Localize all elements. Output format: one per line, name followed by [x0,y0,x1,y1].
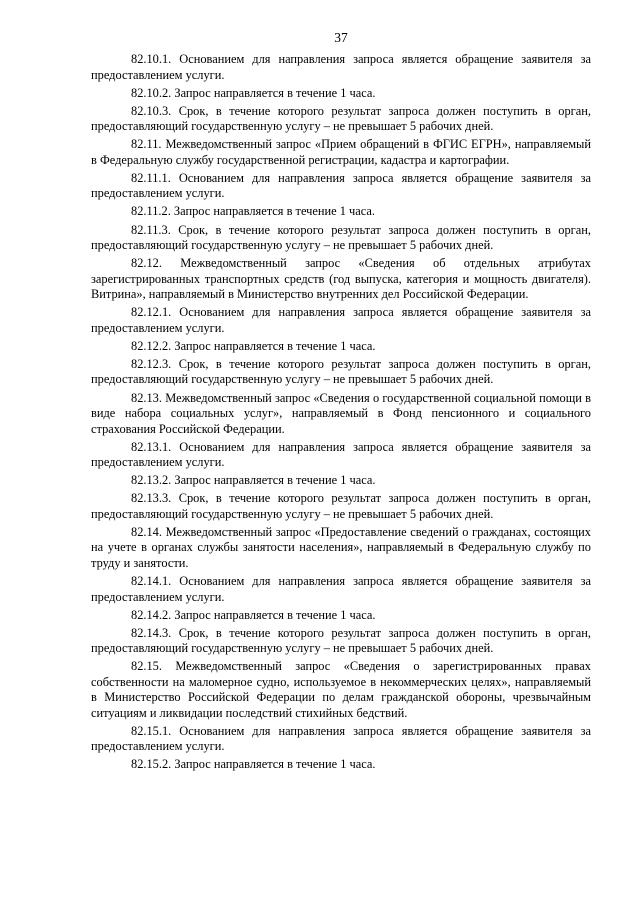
paragraph: 82.11.3. Срок, в течение которого результат запроса должен поступить в орган, предоставляющий государственную услугу – не превышает 5 рабочих дней. [91,222,591,253]
paragraph: 82.15.1. Основанием для направления запроса является обращение заявителя за предоставлением услуги. [91,723,591,754]
paragraph: 82.15.2. Запрос направляется в течение 1 часа. [131,757,376,772]
paragraph: 82.14.3. Срок, в течение которого результат запроса должен поступить в орган, предоставляющий государственную услугу – не превышает 5 рабочих дней. [91,625,591,656]
paragraph: 82.14.1. Основанием для направления запроса является обращение заявителя за предоставлением услуги. [91,574,591,604]
paragraph: 82.11. Межведомственный запрос «Прием обращений в ФГИС ЕГРН», направляемый в Федеральную службу государственной регистрации, кадастра и картографии. [91,137,591,167]
paragraph: 82.13.1. Основанием для направления запроса является обращение заявителя за предоставлением услуги. [91,439,591,470]
paragraph: 82.10.3. Срок, в течение которого результат запроса должен поступить в орган, предоставляющий государственную услугу – не превышает 5 рабочих дней. [91,103,591,134]
paragraph: 82.12.3. Срок, в течение которого результат запроса должен поступить в орган, предоставляющий государственную услугу – не превышает 5 рабочих дней. [91,356,591,387]
paragraph: 82.13.2. Запрос направляется в течение 1 часа. [131,473,376,488]
paragraph: 82.14.2. Запрос направляется в течение 1 часа. [131,607,376,622]
paragraph: 82.10.2. Запрос направляется в течение 1 часа. [131,85,376,100]
paragraph: 82.11.2. Запрос направляется в течение 1 часа. [131,204,376,219]
paragraph: 82.10.1. Основанием для направления запроса является обращение заявителя за предоставлением услуги. [91,52,591,82]
paragraph: 82.14. Межведомственный запрос «Предоставление сведений о гражданах, состоящих на учете в органах службы занятости населения», направляемый в Федеральную службу по труду и занятости. [91,524,591,570]
page-number: 37 [334,30,348,45]
paragraph: 82.13. Межведомственный запрос «Сведения о государственной социальной помощи в виде набора социальных услуг», направляемый в Фонд пенсионного и социального страхования Российской Федерации. [91,390,591,436]
paragraph: 82.11.1. Основанием для направления запроса является обращение заявителя за предоставлением услуги. [91,170,591,201]
paragraph: 82.15. Межведомственный запрос «Сведения о зарегистрированных правах собственности на маломерное судно, используемое в некоммерческих целях», направляемый в Министерство Российской Федерации по делам гражданской обороны, чрезвычайным ситуациям и ликвидации последствий стихийных бедствий. [91,659,591,720]
paragraph: 82.13.3. Срок, в течение которого результат запроса должен поступить в орган, предоставляющий государственную услугу – не превышает 5 рабочих дней. [91,491,591,521]
paragraph: 82.12.2. Запрос направляется в течение 1 часа. [131,338,376,353]
document-body [91,52,591,776]
paragraph: 82.12. Межведомственный запрос «Сведения об отдельных атрибутах зарегистрированных транспортных средств (год выпуска, категория и мощность двигателя). Витрина», направляемый в Министерство внутренних дел Российской Федерации. [91,256,591,302]
paragraph: 82.12.1. Основанием для направления запроса является обращение заявителя за предоставлением услуги. [91,305,591,335]
